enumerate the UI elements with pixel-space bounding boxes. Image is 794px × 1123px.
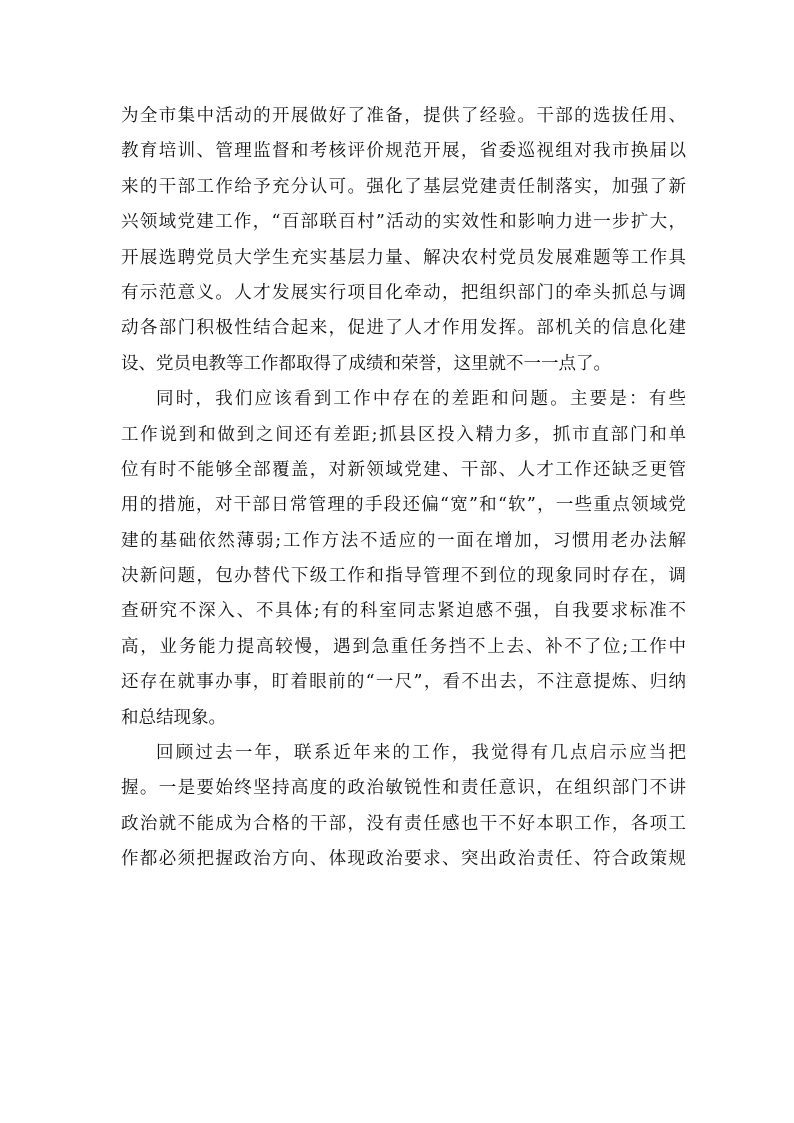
text-line: 工作说到和做到之间还有差距;抓县区投入精力多，抓市直部门和单	[121, 424, 686, 445]
paragraph-problems	[121, 382, 686, 736]
text-line: 兴领域党建工作，“百部联百村”活动的实效性和影响力进一步扩大，	[121, 212, 686, 233]
text-line: 来的干部工作给予充分认可。强化了基层党建责任制落实，加强了新	[121, 176, 686, 197]
text-line: 高，业务能力提高较慢，遇到急重任务挡不上去、补不了位;工作中	[121, 636, 686, 657]
paragraph-achievements	[121, 99, 686, 382]
text-line: 位有时不能够全部覆盖，对新领域党建、干部、人才工作还缺乏更管	[121, 459, 686, 480]
text-line: 用的措施，对干部日常管理的手段还偏“宽”和“软”，一些重点领域党	[121, 495, 686, 516]
text-line: 握。一是要始终坚持高度的政治敏锐性和责任意识，在组织部门不讲	[121, 778, 686, 799]
text-line: 建的基础依然薄弱;工作方法不适应的一面在增加，习惯用老办法解	[121, 530, 686, 551]
text-line: 同时，我们应该看到工作中存在的差距和问题。主要是：有些	[156, 389, 686, 410]
text-line: 作都必须把握政治方向、体现政治要求、突出政治责任、符合政策规	[121, 849, 686, 870]
text-line: 政治就不能成为合格的干部，没有责任感也干不好本职工作，各项工	[121, 813, 686, 834]
text-line: 决新问题，包办替代下级工作和指导管理不到位的现象同时存在，调	[121, 566, 686, 587]
text-line: 教育培训、管理监督和考核评价规范开展，省委巡视组对我市换届以	[121, 141, 686, 162]
text-line: 开展选聘党员大学生充实基层力量、解决农村党员发展难题等工作具	[121, 247, 686, 268]
text-line: 回顾过去一年，联系近年来的工作，我觉得有几点启示应当把	[156, 743, 686, 764]
text-line: 动各部门积极性结合起来，促进了人才作用发挥。部机关的信息化建	[121, 318, 686, 339]
text-line: 查研究不深入、不具体;有的科室同志紧迫感不强，自我要求标准不	[121, 601, 686, 622]
document-body	[121, 99, 686, 878]
paragraph-lessons	[121, 736, 686, 878]
text-line: 还存在就事办事，盯着眼前的“一尺”，看不出去，不注意提炼、归纳	[121, 672, 686, 693]
text-line: 有示范意义。人才发展实行项目化牵动，把组织部门的牵头抓总与调	[121, 282, 686, 303]
text-line: 为全市集中活动的开展做好了准备，提供了经验。干部的选拔任用、	[121, 106, 686, 126]
text-line: 和总结现象。	[121, 707, 226, 728]
text-line: 设、党员电教等工作都取得了成绩和荣誉，这里就不一一点了。	[121, 353, 611, 374]
